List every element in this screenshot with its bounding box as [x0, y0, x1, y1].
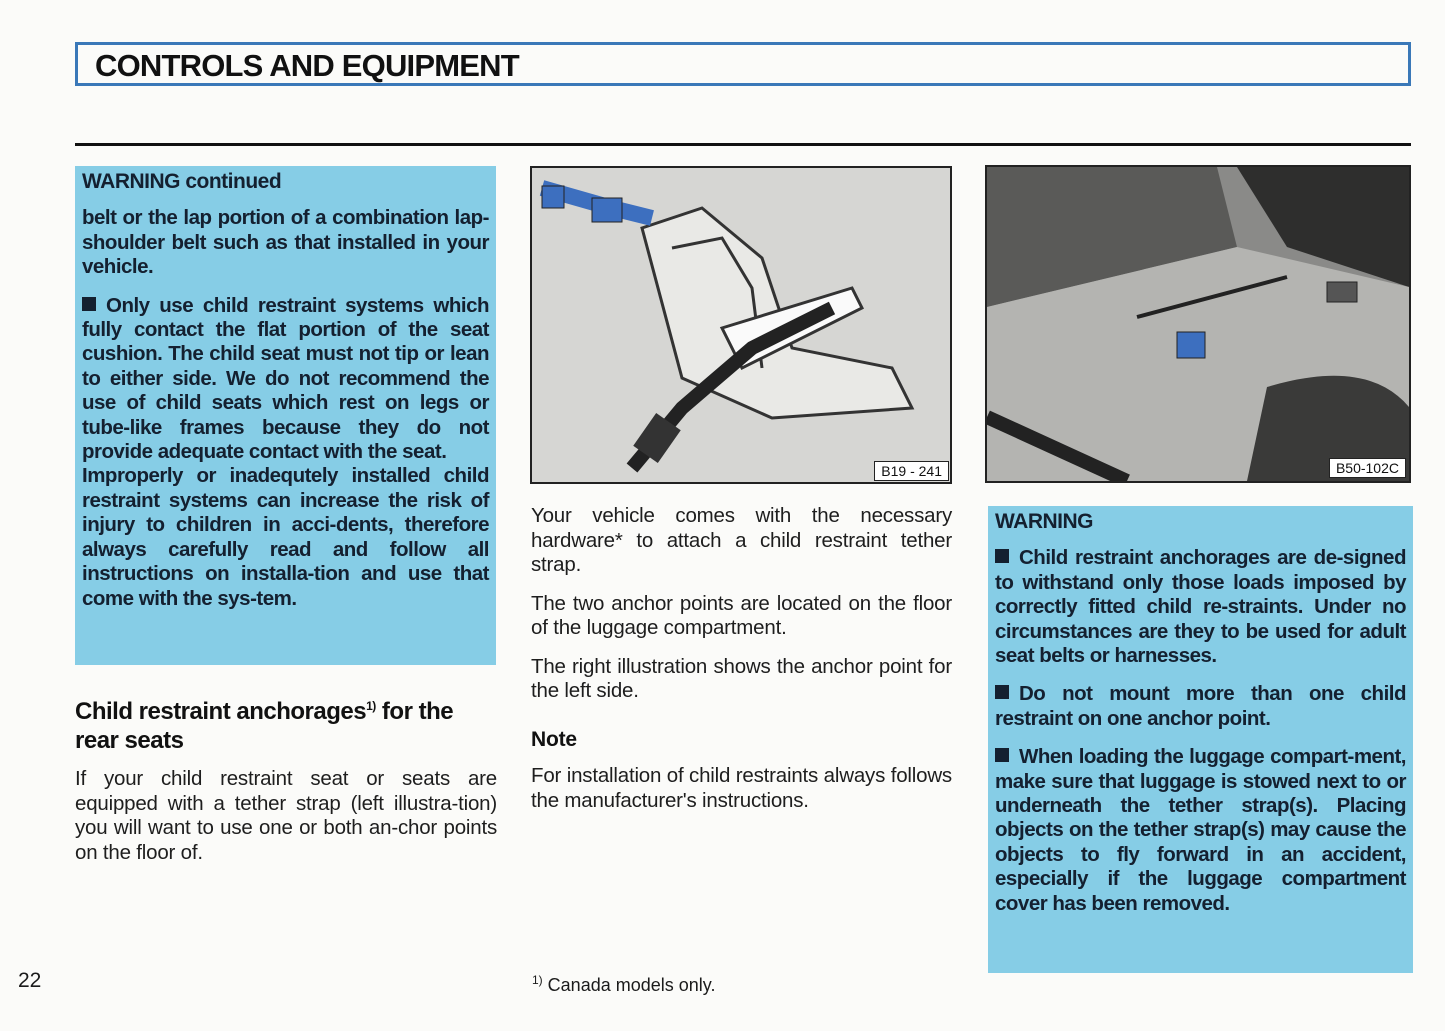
warning-paragraph: When loading the luggage compart-ment, make sure that luggage is stowed next to or underneath the tether strap(s). Placing objects on the tether strap(s) may cause the objects to fly forward in an accident, especially if the luggage compartment cover has been removed.	[995, 745, 1406, 915]
bullet-square-icon	[82, 297, 96, 311]
figure-label: B19 - 241	[874, 461, 949, 481]
page-number: 22	[18, 969, 42, 992]
section-heading: Child restraint anchorages$^{1)}$ for the rear seats	[75, 698, 454, 754]
body-paragraph: The right illustration shows the anchor point for the left side.	[531, 654, 952, 702]
child-seat-illustration	[532, 168, 950, 482]
section-title: CONTROLS AND EQUIPMENT	[95, 48, 519, 83]
warning-paragraph: Child restraint anchorages are de-signed to withstand only those loads imposed by correctly fitted child re-straints. Under no circumstances are they to be used for adult seat belts or harnesses.	[995, 546, 1406, 668]
figure-luggage-anchor	[985, 165, 1411, 483]
bullet-square-icon	[995, 748, 1009, 762]
warning-paragraph: Only use child restraint systems which fully contact the flat portion of the seat cushion. The child seat must not tip or lean to either side. We do not recommend the use of child seats which rest on legs or tube-like frames because they do not provide adequate contact with the seat.	[82, 293, 489, 464]
warning-paragraph: belt or the lap portion of a combination lap-shoulder belt such as that installed in your vehicle.	[82, 206, 489, 279]
section-body: If your child restraint seat or seats are equipped with a tether strap (left illustra-tion) you will want to use one or both an-chor points on the floor of.	[75, 767, 497, 864]
note-heading: Note	[531, 727, 577, 751]
warning-heading: WARNING continued	[82, 170, 282, 193]
middle-column	[531, 504, 952, 827]
bullet-square-icon	[995, 549, 1009, 563]
body-paragraph: Your vehicle comes with the necessary hardware* to attach a child restraint tether strap.	[531, 504, 952, 576]
figure-label: B50-102C	[1329, 458, 1406, 478]
body-paragraph: The two anchor points are located on the floor of the luggage compartment.	[531, 591, 952, 639]
luggage-compartment-illustration	[987, 167, 1409, 481]
warning-paragraph: Do not mount more than one child restraint on one anchor point.	[995, 682, 1406, 730]
warning-heading: WARNING	[995, 510, 1093, 533]
footnote: $^{1)}$ Canada models only.	[532, 973, 716, 995]
note-text: For installation of child restraints always follows the manufacturer's instructions.	[531, 764, 952, 812]
divider-rule	[75, 143, 1411, 146]
section-title-box	[75, 42, 1411, 86]
figure-tether-strap-seat	[530, 166, 952, 484]
warning-box	[988, 506, 1413, 973]
section-anchorages	[75, 692, 497, 879]
bullet-square-icon	[995, 685, 1009, 699]
warning-paragraph: Improperly or inadequtely installed child restraint systems can increase the risk of injury to children in acci-dents, therefore always carefully read and follow all instructions on installa-tion and use that come with the sys-tem.	[82, 464, 489, 610]
warning-continued-box	[75, 166, 496, 665]
